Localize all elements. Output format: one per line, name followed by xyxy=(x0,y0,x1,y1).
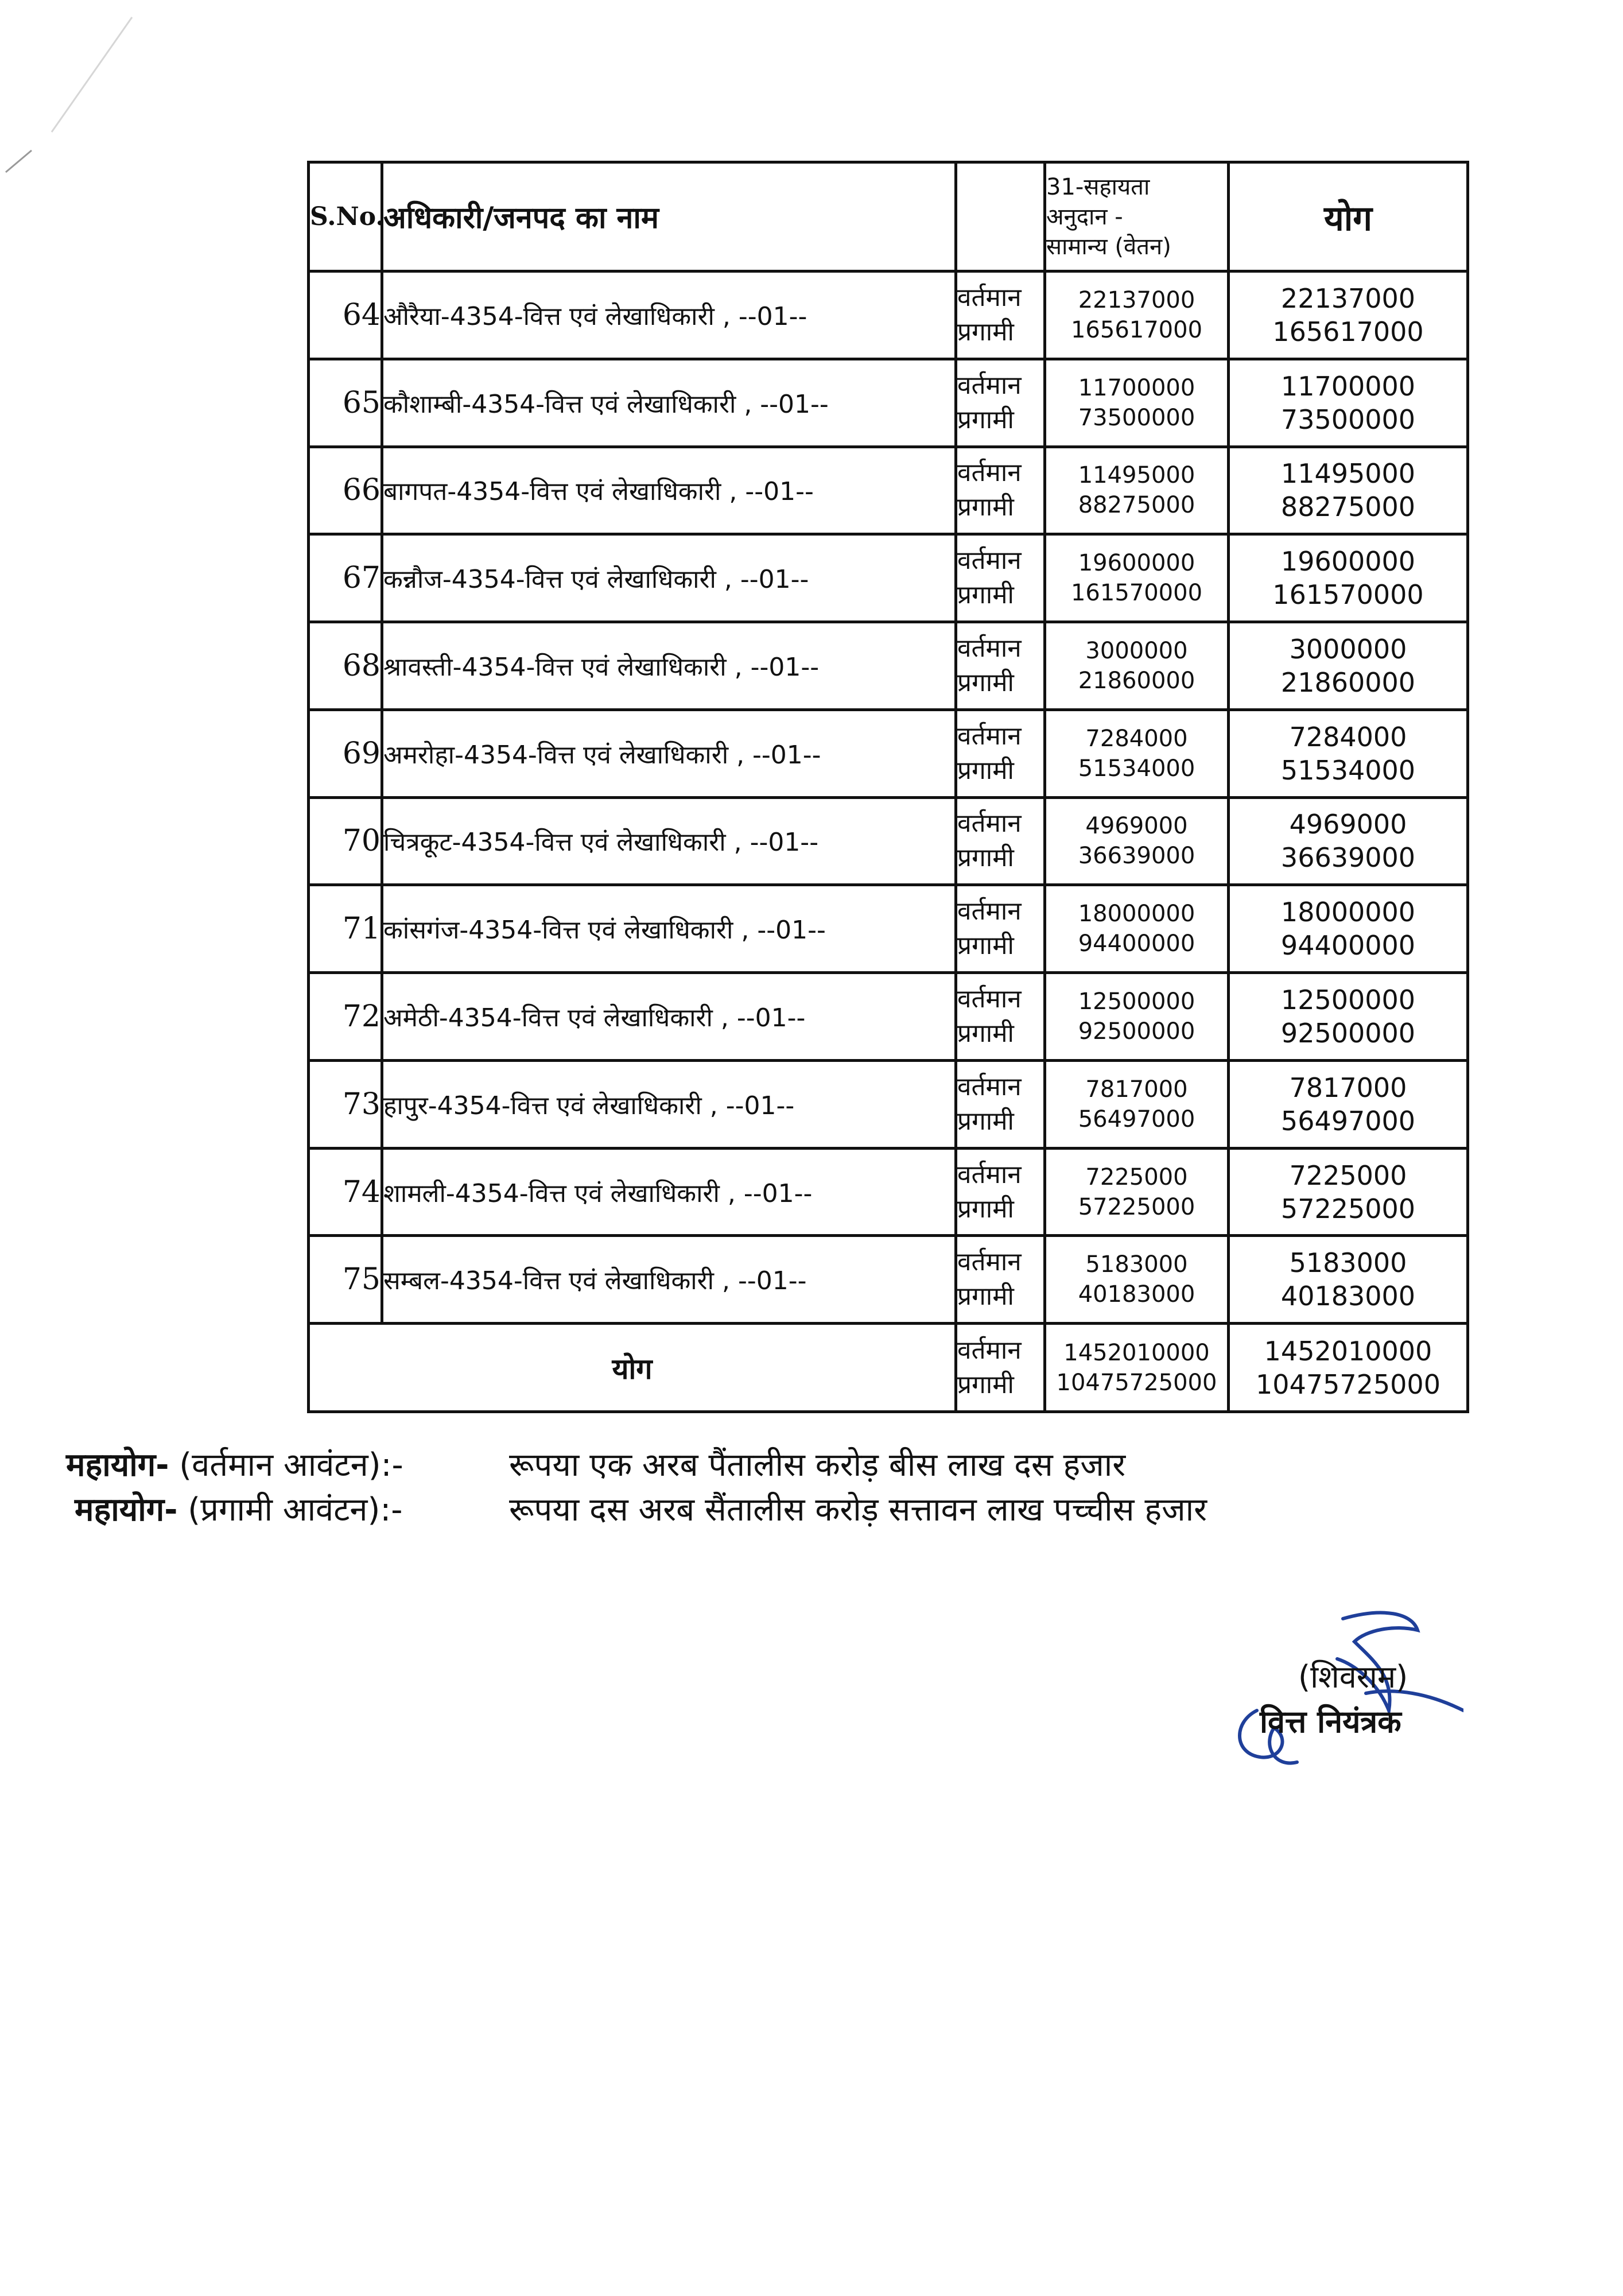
table-row xyxy=(309,1060,1468,1148)
row-total-cell xyxy=(1229,272,1468,359)
type-current-label: वर्तमान xyxy=(957,897,1022,926)
row-sno-cell xyxy=(309,1148,382,1236)
header-amount-line: अनुदान - xyxy=(1046,203,1123,230)
header-sno: S.No. xyxy=(309,162,382,272)
total-upcoming: 92500000 xyxy=(1280,1018,1416,1049)
row-name: कन्नौज-4354-वित्त एवं लेखाधिकारी , --01-- xyxy=(383,565,809,595)
upcoming-amount: 73500000 xyxy=(1078,404,1195,431)
row-sno-cell xyxy=(309,534,382,622)
header-amount-line: सामान्य (वेतन) xyxy=(1046,233,1171,260)
type-current-label: वर्तमान xyxy=(957,633,1022,663)
summary-upcoming xyxy=(75,1487,1207,1530)
summary-upcoming-label: (प्रगामी आवंटन):- xyxy=(177,1491,403,1529)
grand-total-upcoming: 10475725000 xyxy=(1256,1368,1440,1400)
total-upcoming-amount: 10475725000 xyxy=(1056,1369,1217,1396)
table-row xyxy=(309,1148,1468,1236)
row-sno: 70 xyxy=(342,824,380,859)
row-name-cell xyxy=(382,885,956,973)
table-row xyxy=(309,885,1468,973)
row-total-cell xyxy=(1229,885,1468,973)
row-amount-cell xyxy=(1045,622,1229,710)
row-sno-cell xyxy=(309,1236,382,1324)
type-upcoming-label: प्रगामी xyxy=(957,1194,1014,1224)
type-current-label: वर्तमान xyxy=(957,1335,1022,1365)
row-name-cell xyxy=(382,709,956,797)
type-upcoming-label: प्रगामी xyxy=(957,931,1014,961)
row-sno-cell xyxy=(309,447,382,534)
row-sno: 73 xyxy=(342,1087,380,1122)
row-amount-cell xyxy=(1045,1148,1229,1236)
type-current-label: वर्तमान xyxy=(957,984,1022,1014)
table-row xyxy=(309,272,1468,359)
row-sno: 72 xyxy=(342,999,380,1034)
grand-total-current: 1452010000 xyxy=(1264,1335,1432,1367)
row-sno: 75 xyxy=(342,1262,380,1297)
current-amount: 19600000 xyxy=(1078,550,1195,577)
header-type xyxy=(956,162,1045,272)
current-amount: 7817000 xyxy=(1085,1076,1188,1103)
total-upcoming: 51534000 xyxy=(1280,754,1416,786)
row-sno: 66 xyxy=(342,473,380,508)
summary-upcoming-words: रूपया दस अरब सैंतालीस करोड़ सत्तावन लाख पच्चीस हजार xyxy=(509,1491,1207,1529)
row-type-cell xyxy=(956,1060,1045,1148)
row-sno: 64 xyxy=(342,297,380,332)
row-sno: 71 xyxy=(342,912,380,947)
table-row xyxy=(309,709,1468,797)
row-name-cell xyxy=(382,1236,956,1324)
total-current: 7817000 xyxy=(1289,1072,1407,1103)
header-amount xyxy=(1045,162,1229,272)
row-name: शामली-4354-वित्त एवं लेखाधिकारी , --01-- xyxy=(383,1178,813,1208)
row-total-cell xyxy=(1229,359,1468,447)
type-upcoming-label: प्रगामी xyxy=(957,492,1014,522)
row-name: हापुर-4354-वित्त एवं लेखाधिकारी , --01-- xyxy=(383,1091,795,1120)
row-sno: 69 xyxy=(342,736,380,771)
row-sno: 65 xyxy=(342,385,380,420)
total-upcoming: 73500000 xyxy=(1280,404,1416,435)
total-current: 5183000 xyxy=(1289,1247,1407,1279)
row-amount-cell xyxy=(1045,1060,1229,1148)
total-current: 12500000 xyxy=(1280,984,1416,1015)
upcoming-amount: 57225000 xyxy=(1078,1193,1195,1220)
current-amount: 18000000 xyxy=(1078,901,1195,928)
upcoming-amount: 165617000 xyxy=(1070,316,1203,343)
type-upcoming-label: प्रगामी xyxy=(957,1282,1014,1312)
table-row xyxy=(309,534,1468,622)
type-upcoming-label: प्रगामी xyxy=(957,843,1014,873)
row-sno-cell xyxy=(309,359,382,447)
current-amount: 11700000 xyxy=(1078,374,1195,401)
upcoming-amount: 36639000 xyxy=(1078,843,1195,870)
signatory-name: (शिवराम) xyxy=(1298,1659,1408,1695)
signatory-designation: वित्त नियंत्रक xyxy=(1260,1704,1401,1740)
type-current-label: वर्तमान xyxy=(957,721,1022,751)
summary-current xyxy=(66,1442,1126,1486)
row-type-cell xyxy=(956,797,1045,885)
row-type-cell xyxy=(956,1236,1045,1324)
row-sno-cell xyxy=(309,709,382,797)
upcoming-amount: 51534000 xyxy=(1078,755,1195,782)
row-name: कांसगंज-4354-वित्त एवं लेखाधिकारी , --01-- xyxy=(383,916,826,945)
summary-upcoming-label-bold: महायोग- xyxy=(75,1491,178,1529)
row-sno-cell xyxy=(309,1060,382,1148)
total-label: योग xyxy=(309,1324,956,1412)
row-amount-cell xyxy=(1045,973,1229,1061)
table-header-row xyxy=(309,162,1468,272)
total-upcoming: 88275000 xyxy=(1280,491,1416,523)
current-amount: 11495000 xyxy=(1078,462,1195,489)
summary-current-label-bold: महायोग- xyxy=(66,1446,169,1484)
row-name-cell xyxy=(382,797,956,885)
row-name: अमेठी-4354-वित्त एवं लेखाधिकारी , --01-- xyxy=(383,1003,806,1033)
summary-current-words: रूपया एक अरब पैंतालीस करोड़ बीस लाख दस हजार xyxy=(509,1446,1126,1484)
type-current-label: वर्तमान xyxy=(957,546,1022,576)
total-current-amount: 1452010000 xyxy=(1063,1339,1210,1366)
row-type-cell xyxy=(956,272,1045,359)
current-amount: 5183000 xyxy=(1085,1251,1188,1278)
summary-current-label: (वर्तमान आवंटन):- xyxy=(169,1446,403,1484)
row-type-cell xyxy=(956,885,1045,973)
row-type-cell xyxy=(956,622,1045,710)
current-amount: 22137000 xyxy=(1078,286,1195,313)
grand-total-cell xyxy=(1229,1324,1468,1412)
total-amount-cell xyxy=(1045,1324,1229,1412)
current-amount: 7284000 xyxy=(1085,725,1188,752)
total-upcoming: 36639000 xyxy=(1280,842,1416,874)
row-total-cell xyxy=(1229,1236,1468,1324)
total-current: 11495000 xyxy=(1280,458,1416,490)
allocation-table xyxy=(307,161,1469,1413)
row-amount-cell xyxy=(1045,534,1229,622)
current-amount: 12500000 xyxy=(1078,988,1195,1015)
total-upcoming: 165617000 xyxy=(1272,316,1424,347)
total-current: 7284000 xyxy=(1289,721,1407,753)
total-upcoming: 40183000 xyxy=(1280,1281,1416,1312)
current-amount: 7225000 xyxy=(1085,1163,1188,1190)
upcoming-amount: 94400000 xyxy=(1078,930,1195,957)
row-sno: 74 xyxy=(342,1174,380,1209)
row-name: सम्बल-4354-वित्त एवं लेखाधिकारी , --01-- xyxy=(383,1266,807,1296)
type-current-label: वर्तमान xyxy=(957,1159,1022,1189)
type-upcoming-label: प्रगामी xyxy=(957,668,1014,697)
row-type-cell xyxy=(956,1148,1045,1236)
header-total: योग xyxy=(1229,162,1468,272)
type-upcoming-label: प्रगामी xyxy=(957,580,1014,610)
row-sno: 68 xyxy=(342,648,380,683)
upcoming-amount: 161570000 xyxy=(1070,580,1203,607)
row-name-cell xyxy=(382,534,956,622)
type-upcoming-label: प्रगामी xyxy=(957,1106,1014,1136)
row-name-cell xyxy=(382,447,956,534)
row-name-cell xyxy=(382,1148,956,1236)
total-current: 3000000 xyxy=(1289,633,1407,665)
total-upcoming: 161570000 xyxy=(1272,579,1424,611)
total-current: 4969000 xyxy=(1289,809,1407,840)
type-current-label: वर्तमान xyxy=(957,1072,1022,1102)
row-type-cell xyxy=(956,447,1045,534)
type-upcoming-label: प्रगामी xyxy=(957,755,1014,785)
scan-mark xyxy=(0,0,172,189)
row-total-cell xyxy=(1229,1148,1468,1236)
row-name: औरैया-4354-वित्त एवं लेखाधिकारी , --01-- xyxy=(383,301,807,331)
row-total-cell xyxy=(1229,709,1468,797)
total-type-cell xyxy=(956,1324,1045,1412)
table-row xyxy=(309,1236,1468,1324)
row-name-cell xyxy=(382,622,956,710)
row-name-cell xyxy=(382,359,956,447)
table-row xyxy=(309,973,1468,1061)
row-amount-cell xyxy=(1045,447,1229,534)
upcoming-amount: 92500000 xyxy=(1078,1018,1195,1045)
type-current-label: वर्तमान xyxy=(957,1247,1022,1277)
row-amount-cell xyxy=(1045,885,1229,973)
row-type-cell xyxy=(956,973,1045,1061)
type-current-label: वर्तमान xyxy=(957,809,1022,839)
type-current-label: वर्तमान xyxy=(957,370,1022,400)
row-total-cell xyxy=(1229,1060,1468,1148)
row-name: श्रावस्ती-4354-वित्त एवं लेखाधिकारी , --01-- xyxy=(383,652,820,682)
total-upcoming: 21860000 xyxy=(1280,666,1416,698)
total-current: 7225000 xyxy=(1289,1159,1407,1191)
row-sno-cell xyxy=(309,797,382,885)
total-row xyxy=(309,1324,1468,1412)
upcoming-amount: 40183000 xyxy=(1078,1281,1195,1308)
type-upcoming-label: प्रगामी xyxy=(957,1019,1014,1048)
total-upcoming: 57225000 xyxy=(1280,1193,1416,1224)
row-sno-cell xyxy=(309,885,382,973)
type-current-label: वर्तमान xyxy=(957,282,1022,312)
row-type-cell xyxy=(956,359,1045,447)
row-type-cell xyxy=(956,709,1045,797)
total-current: 19600000 xyxy=(1280,546,1416,577)
row-name: चित्रकूट-4354-वित्त एवं लेखाधिकारी , --01-- xyxy=(383,828,819,858)
row-name-cell xyxy=(382,272,956,359)
upcoming-amount: 21860000 xyxy=(1078,667,1195,694)
type-upcoming-label: प्रगामी xyxy=(957,405,1014,435)
type-current-label: वर्तमान xyxy=(957,458,1022,488)
row-total-cell xyxy=(1229,797,1468,885)
row-total-cell xyxy=(1229,534,1468,622)
row-amount-cell xyxy=(1045,1236,1229,1324)
row-amount-cell xyxy=(1045,797,1229,885)
total-current: 11700000 xyxy=(1280,370,1416,402)
row-total-cell xyxy=(1229,447,1468,534)
total-current: 18000000 xyxy=(1280,897,1416,928)
current-amount: 3000000 xyxy=(1085,637,1188,664)
row-name: बागपत-4354-वित्त एवं लेखाधिकारी , --01-- xyxy=(383,477,814,507)
type-upcoming-label: प्रगामी xyxy=(957,1370,1014,1399)
table-row xyxy=(309,797,1468,885)
row-sno: 67 xyxy=(342,561,380,596)
row-sno-cell xyxy=(309,622,382,710)
row-total-cell xyxy=(1229,622,1468,710)
type-upcoming-label: प्रगामी xyxy=(957,317,1014,347)
table-row xyxy=(309,447,1468,534)
upcoming-amount: 56497000 xyxy=(1078,1106,1195,1133)
header-amount-line: 31-सहायता xyxy=(1046,173,1150,200)
upcoming-amount: 88275000 xyxy=(1078,492,1195,519)
row-name: अमरोहा-4354-वित्त एवं लेखाधिकारी , --01-- xyxy=(383,740,821,770)
row-amount-cell xyxy=(1045,709,1229,797)
total-upcoming: 94400000 xyxy=(1280,930,1416,961)
row-name-cell xyxy=(382,1060,956,1148)
row-name-cell xyxy=(382,973,956,1061)
row-sno-cell xyxy=(309,973,382,1061)
total-current: 22137000 xyxy=(1280,282,1416,314)
current-amount: 4969000 xyxy=(1085,813,1188,840)
row-total-cell xyxy=(1229,973,1468,1061)
table-row xyxy=(309,622,1468,710)
row-amount-cell xyxy=(1045,272,1229,359)
total-upcoming: 56497000 xyxy=(1280,1105,1416,1137)
row-amount-cell xyxy=(1045,359,1229,447)
header-name: अधिकारी/जनपद का नाम xyxy=(382,162,956,272)
table-row xyxy=(309,359,1468,447)
row-sno-cell xyxy=(309,272,382,359)
row-type-cell xyxy=(956,534,1045,622)
row-name: कौशाम्बी-4354-वित्त एवं लेखाधिकारी , --01-- xyxy=(383,389,829,419)
